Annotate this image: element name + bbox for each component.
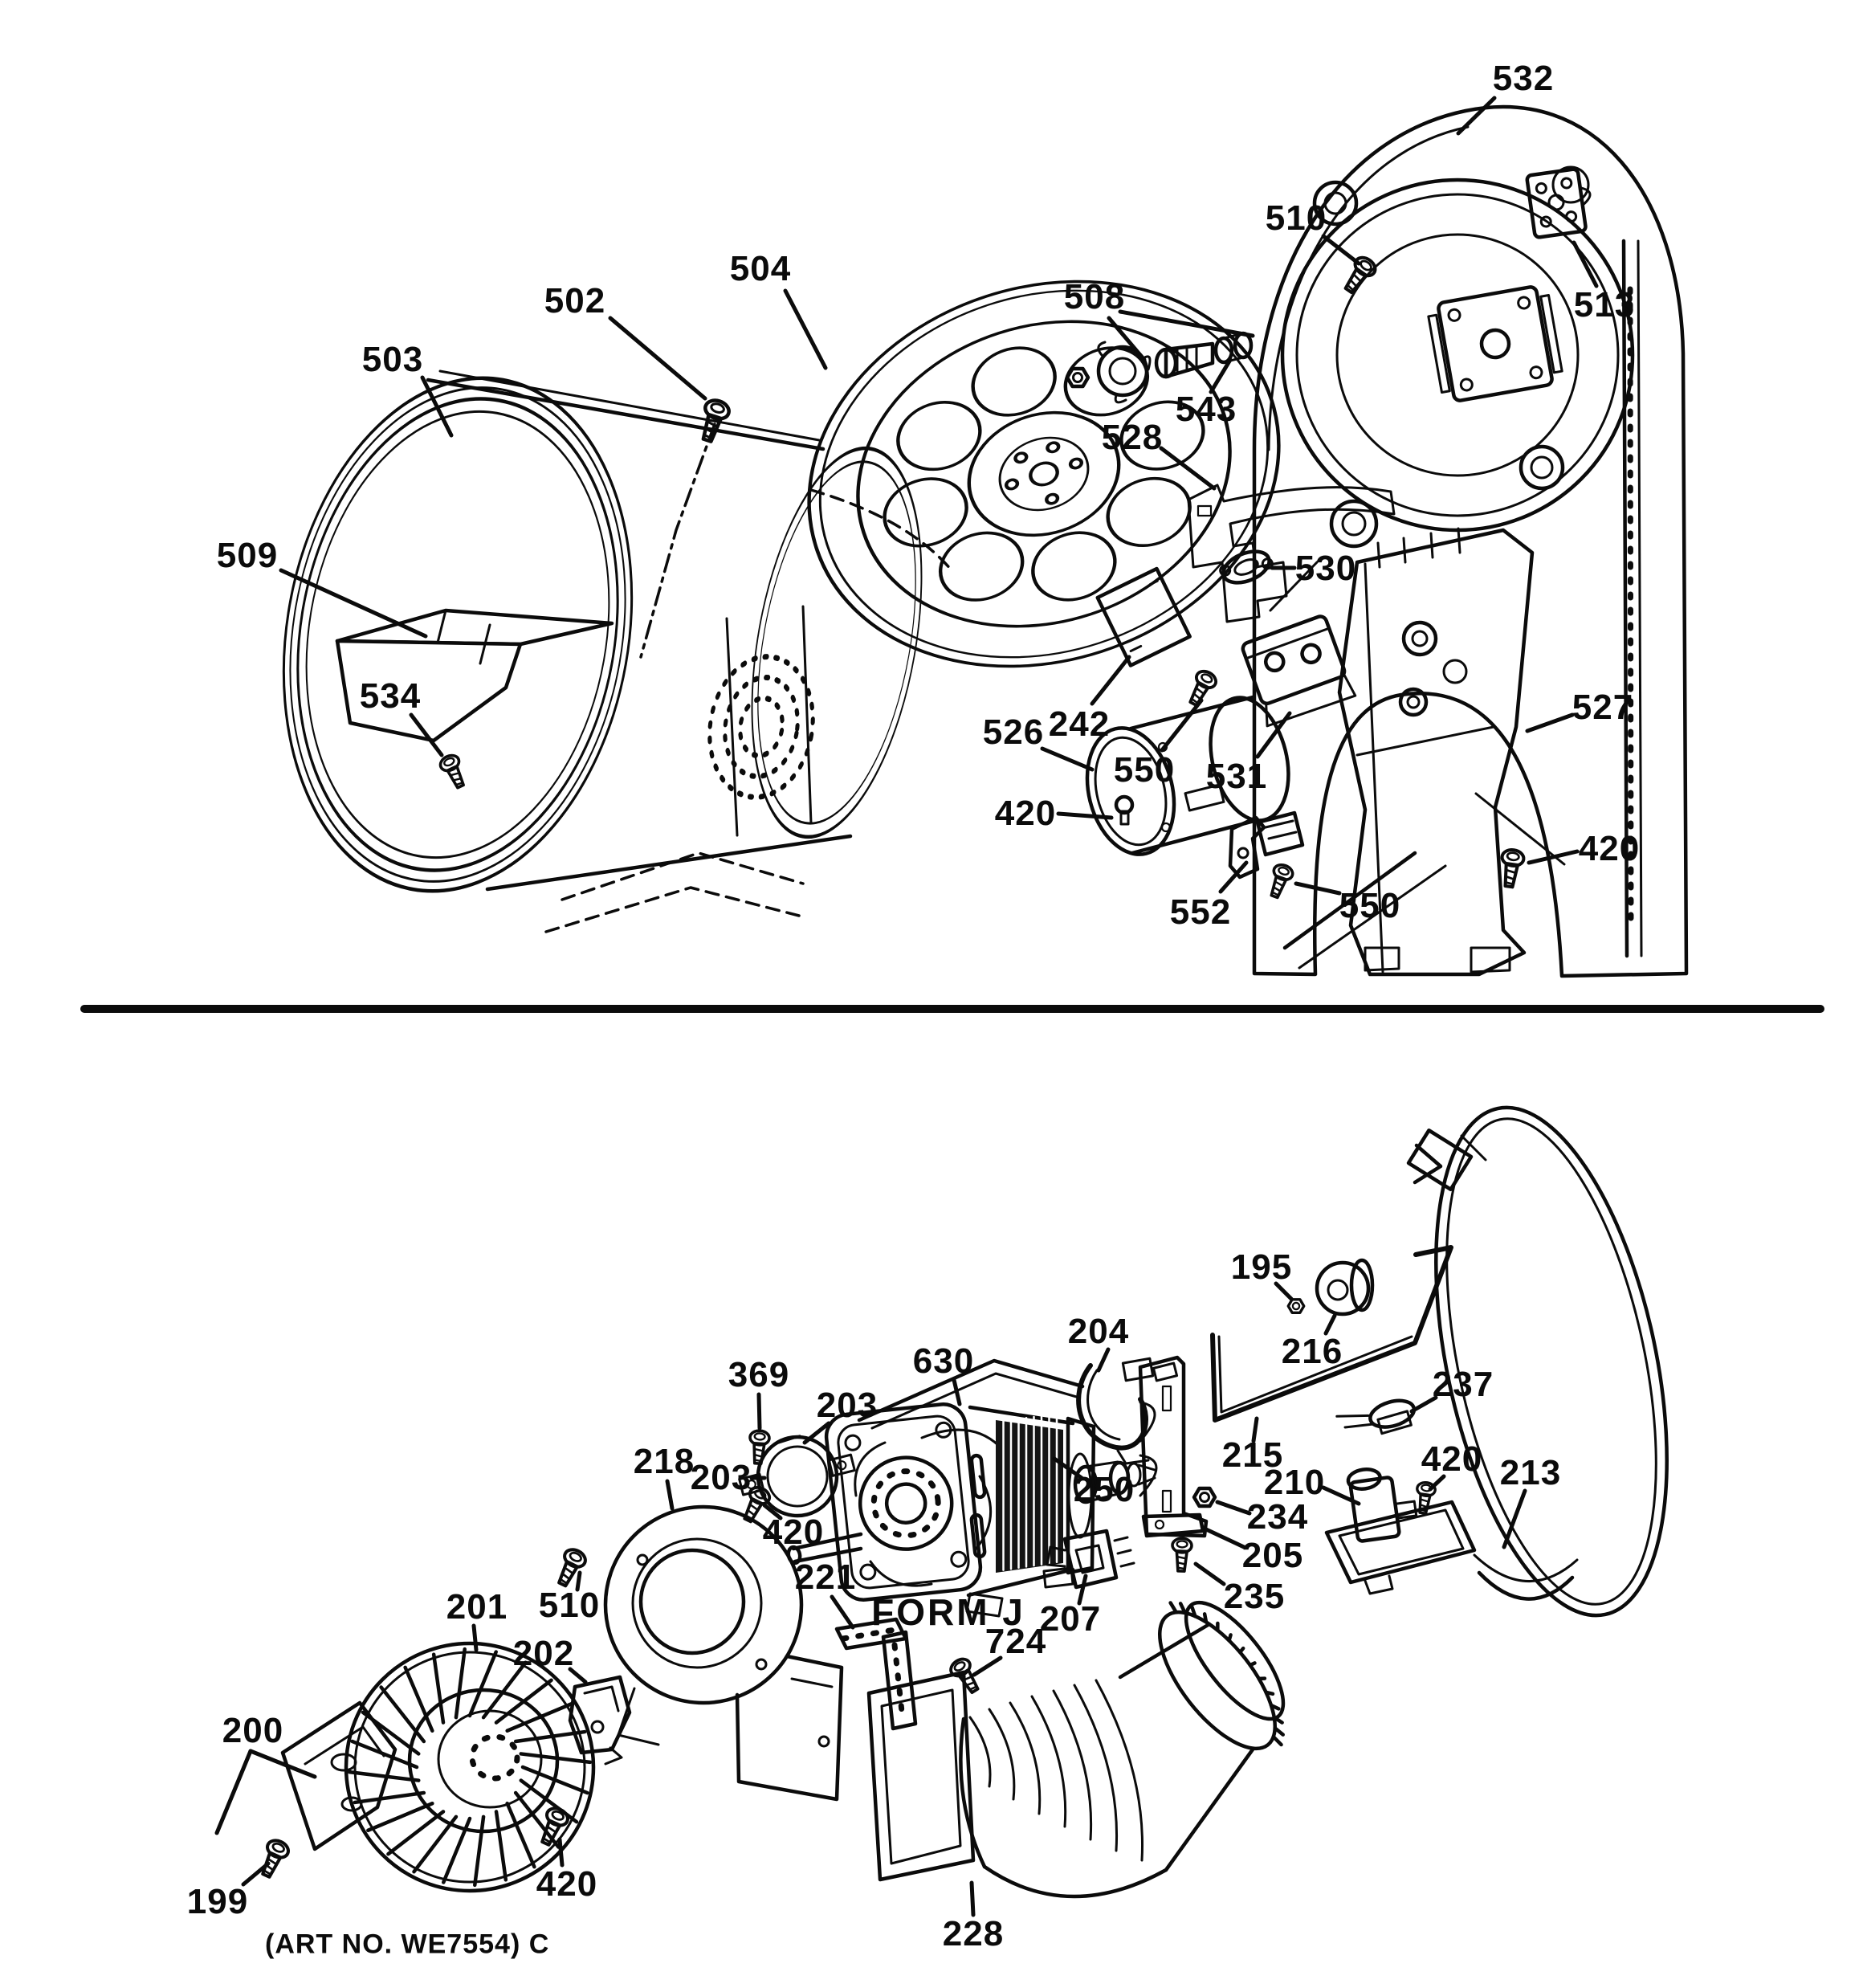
callout-202: 202 [512, 1634, 575, 1673]
callout-510: 510 [538, 1586, 601, 1625]
callout-508: 508 [1063, 277, 1126, 316]
screw-510-bottom [552, 1546, 588, 1589]
callout-242: 242 [1048, 704, 1111, 744]
callout-199: 199 [186, 1882, 249, 1921]
screw-550b [1266, 863, 1295, 900]
art-number: (ART NO. WE7554) C [265, 1929, 550, 1960]
callout-528: 528 [1101, 418, 1164, 457]
callout-630: 630 [912, 1341, 975, 1381]
callout-550: 550 [1113, 750, 1176, 790]
callout-526: 526 [982, 712, 1045, 752]
callout-552: 552 [1169, 892, 1232, 932]
callout-504: 504 [729, 249, 792, 288]
callout-234: 234 [1246, 1497, 1309, 1537]
form-j-label: FORM J [871, 1591, 1025, 1633]
drum-503 [245, 350, 952, 932]
callout-216: 216 [1281, 1332, 1343, 1371]
callout-369: 369 [728, 1355, 790, 1394]
callout-200: 200 [222, 1711, 284, 1750]
callout-543: 543 [1175, 390, 1237, 429]
callout-205: 205 [1241, 1536, 1304, 1575]
callout-534: 534 [359, 676, 422, 716]
callout-527: 527 [1572, 688, 1634, 727]
callout-420: 420 [1421, 1439, 1483, 1479]
callout-204: 204 [1067, 1312, 1130, 1351]
support-plate [1140, 1357, 1206, 1536]
thermostat-237 [1337, 1395, 1418, 1444]
section-divider [80, 1005, 1824, 1013]
callout-250: 250 [1073, 1470, 1135, 1509]
callout-237: 237 [1432, 1365, 1494, 1404]
screw-420-chute [1498, 848, 1525, 888]
clamp-530 [1217, 545, 1275, 589]
callout-550: 550 [1339, 886, 1401, 925]
plate-513 [1527, 167, 1595, 238]
blower-wheel-201 [346, 1643, 593, 1891]
callout-215: 215 [1221, 1435, 1284, 1475]
bracket-210 [1327, 1463, 1474, 1594]
baffle-509 [337, 610, 612, 741]
callout-420: 420 [536, 1864, 598, 1904]
callout-420: 420 [1578, 829, 1641, 868]
callout-221: 221 [794, 1557, 857, 1597]
callout-509: 509 [216, 536, 279, 575]
callout-203: 203 [816, 1386, 879, 1425]
callout-502: 502 [544, 281, 606, 320]
callout-530: 530 [1294, 549, 1357, 588]
callout-213: 213 [1499, 1453, 1562, 1492]
callout-228: 228 [942, 1914, 1005, 1953]
bracket-202 [570, 1677, 630, 1764]
callout-203: 203 [690, 1458, 752, 1497]
nut-195 [1288, 1300, 1304, 1313]
callout-420: 420 [762, 1512, 825, 1552]
callout-207: 207 [1039, 1599, 1102, 1639]
callout-210: 210 [1263, 1463, 1326, 1502]
callout-503: 503 [361, 340, 424, 379]
idler-pulley-216 [1317, 1260, 1372, 1314]
callout-420: 420 [994, 794, 1057, 833]
bracket-221 [837, 1619, 915, 1729]
callout-510: 510 [1265, 198, 1327, 238]
callout-201: 201 [446, 1587, 508, 1627]
callout-195: 195 [1230, 1247, 1293, 1287]
callout-532: 532 [1492, 59, 1555, 98]
nut-234 [1194, 1488, 1215, 1506]
callout-724: 724 [984, 1622, 1047, 1661]
screw-510-top [1339, 254, 1378, 296]
callout-218: 218 [633, 1442, 695, 1481]
screw-235 [1172, 1538, 1192, 1572]
screw-199 [256, 1837, 291, 1880]
callout-235: 235 [1223, 1577, 1286, 1616]
screw-534 [438, 753, 469, 790]
callout-531: 531 [1205, 757, 1268, 796]
callout-513: 513 [1573, 285, 1636, 325]
